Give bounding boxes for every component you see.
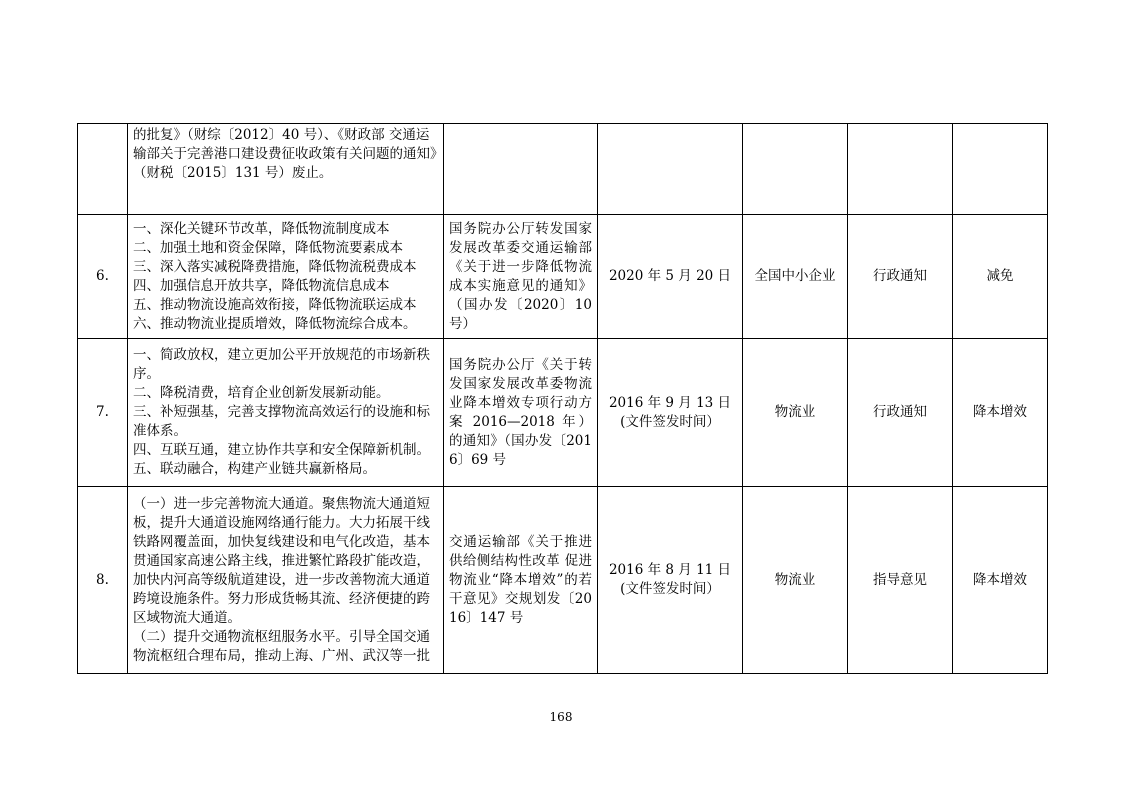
type-cell: 行政通知 (848, 339, 953, 487)
table-row (78, 487, 1048, 674)
type-cell: 指导意见 (848, 487, 953, 674)
content-line: 二、加强土地和资金保障，降低物流要素成本 (133, 239, 403, 256)
document-cell: 国务院办公厅《关于转发国家发展改革委物流业降本增效专项行动方案 2016—2018 年）的通知》（国办发〔2016〕69 号 (444, 339, 598, 487)
category-cell: 降本增效 (953, 487, 1048, 674)
document-cell: 交通运输部《关于推进供给侧结构性改革 促进物流业“降本增效”的若干意见》交规划发〔2016〕147 号 (444, 487, 598, 674)
content-line: 二、降税清费，培育企业创新发展新动能。 (133, 385, 390, 401)
content-line: 五、联动融合，构建产业链共赢新格局。 (133, 461, 376, 477)
content-cell (128, 487, 444, 674)
category-cell: 降本增效 (953, 339, 1048, 487)
type-cell: 行政通知 (848, 215, 953, 339)
table-row (78, 124, 1048, 215)
content-line: 六、推动物流业提质增效，降低物流综合成本。 (133, 315, 417, 332)
date-cell (598, 124, 743, 215)
date-cell: 2020 年 5 月 20 日 (598, 215, 743, 339)
category-cell: 减免 (953, 215, 1048, 339)
content-line: 的批复》（财综〔2012〕40 号）、《财政部 交通运输部关于完善港口建设费征收政策有关问题的通知》（财税〔2015〕131 号）废止。 (133, 127, 437, 181)
policy-table (77, 123, 1048, 674)
content-line: 一、深化关键环节改革，降低物流制度成本 (133, 220, 390, 237)
page-number: 168 (549, 710, 573, 724)
content-line: 三、深入落实减税降费措施，降低物流税费成本 (133, 258, 417, 275)
row-number-cell (78, 124, 128, 215)
table-row (78, 339, 1048, 487)
table-row (78, 215, 1048, 339)
content-cell (128, 124, 444, 215)
document-cell (444, 124, 598, 215)
content-line: （二）提升交通物流枢纽服务水平。引导全国交通物流枢纽合理布局，推动上海、广州、武汉等一批 (133, 628, 430, 664)
category-cell (953, 124, 1048, 215)
row-number-cell: 6. (78, 215, 128, 339)
content-cell (128, 339, 444, 487)
date-cell: 2016 年 8 月 11 日(文件签发时间） (598, 487, 743, 674)
scope-cell: 物流业 (743, 487, 848, 674)
document-cell: 国务院办公厅转发国家发展改革委交通运输部《关于进一步降低物流成本实施意见的通知》（国办发〔2020〕10 号） (444, 215, 598, 339)
type-cell (848, 124, 953, 215)
content-line: 三、补短强基，完善支撑物流高效运行的设施和标准体系。 (133, 404, 430, 439)
date-cell: 2016 年 9 月 13 日(文件签发时间） (598, 339, 743, 487)
scope-cell: 全国中小企业 (743, 215, 848, 339)
content-line: 一、简政放权，建立更加公平开放规范的市场新秩序。 (133, 347, 430, 382)
row-number-cell: 7. (78, 339, 128, 487)
content-line: （一）进一步完善物流大通道。聚焦物流大通道短板，提升大通道设施网络通行能力。大力拓展干线铁路网覆盖面，加快复线建设和电气化改造，基本贯通国家高速公路主线，推进繁忙路段扩能改造，加快内河高等级航道建设，进一步改善物流大通道跨境设施条件。努力形成货畅其流、经济便捷的跨区域物流大通道。 (133, 495, 430, 626)
content-line: 四、加强信息开放共享，降低物流信息成本 (133, 277, 390, 294)
row-number-cell: 8. (78, 487, 128, 674)
content-cell (128, 215, 444, 339)
scope-cell: 物流业 (743, 339, 848, 487)
content-line: 四、互联互通，建立协作共享和安全保障新机制。 (133, 442, 430, 458)
content-line: 五、推动物流设施高效衔接，降低物流联运成本 (133, 296, 417, 313)
scope-cell (743, 124, 848, 215)
